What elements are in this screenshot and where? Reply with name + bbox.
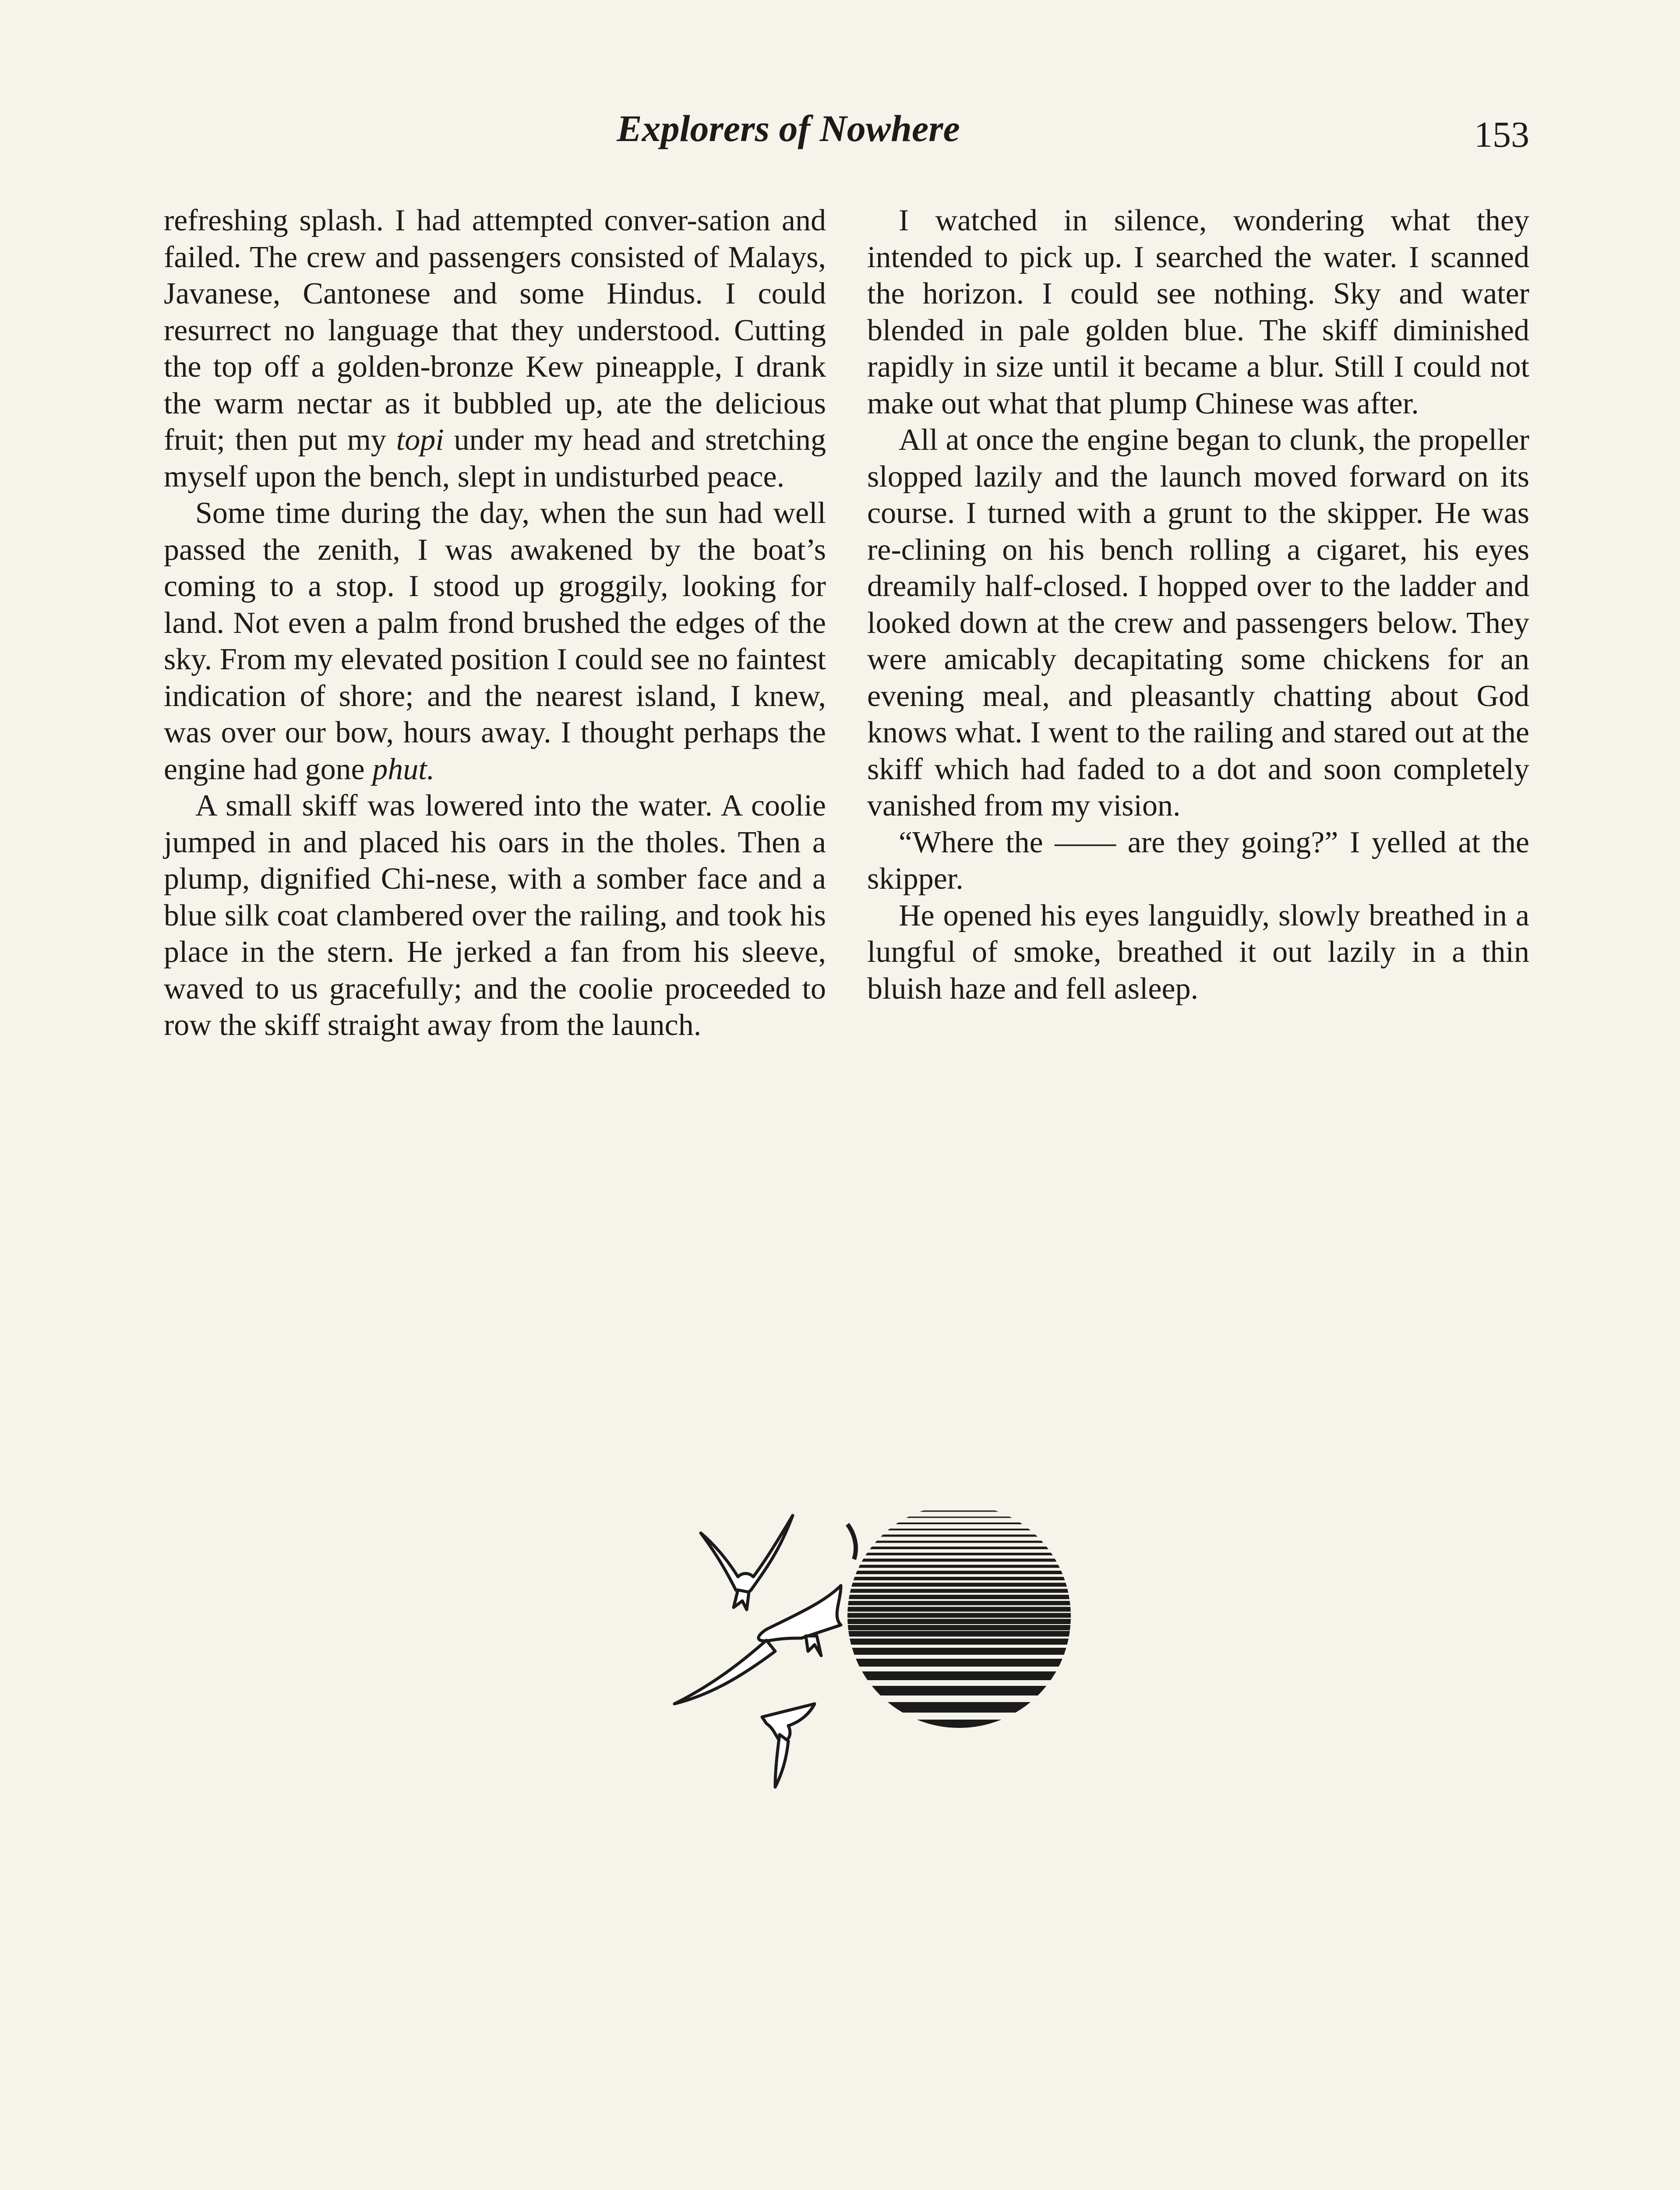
paragraph <box>164 495 826 788</box>
seagull-icon <box>674 1586 841 1704</box>
paragraph: I watched in silence, wondering what they intended to pick up. I searched the water. I scanned the horizon. I could see nothing. Sky and water blended in pale golden blue. The skiff diminished rapidly in size until it became a blur. Still I could not make out what that plump Chinese was after. <box>867 204 1529 420</box>
setting-sun-icon <box>823 1511 1077 1724</box>
paragraph: A small skiff was lowered into the water. A coolie jumped in and placed his oars in the tholes. Then a plump, dignified Chi-nese, with a somber face and a blue silk coat clambered over the railing, and took his place in the stern. He jerked a fan from his sleeve, waved to us gracefully; and the coolie proceeded to row the skiff straight away from the launch. <box>164 789 826 1042</box>
paragraph-text: Some time during the day, when the sun had well passed the zenith, I was awakened by the boat’s coming to a stop. I stood up groggily, looking for land. Not even a palm frond brushed the edges of the sky. From my elevated position I could see no faintest indication of shore; and the nearest island, I knew, was over our bow, hours away. I thought perhaps the engine had gone <box>164 496 826 786</box>
seagull-icon <box>701 1515 793 1610</box>
page-number: 153 <box>1474 114 1529 155</box>
paragraph-text: under my head and stretching myself upon the bench, slept in undisturbed peace. <box>164 423 826 494</box>
right-column <box>867 202 1529 1007</box>
italic-word: topi <box>396 423 444 457</box>
italic-word: phut. <box>372 752 435 786</box>
seagull-icon <box>762 1704 815 1787</box>
paragraph: “Where the —— are they going?” I yelled at the skipper. <box>867 825 1529 896</box>
paragraph-text: refreshing splash. I had attempted conver-sation and failed. The crew and passengers consisted of Malays, Javanese, Cantonese and some Hindus. I could resurrect no language that they understood. Cutting the top off a golden-bronze Kew pineapple, I drank the warm nectar as it bubbled up, ate the delicious fruit; then put my <box>164 204 826 457</box>
seagulls-and-setting-sun-icon <box>648 1507 1077 1822</box>
left-column <box>164 202 826 1044</box>
paragraph: All at once the engine began to clunk, the propeller slopped lazily and the launch moved forward on its course. I turned with a grunt to the skipper. He was re-clining on his bench rolling a cigaret, his eyes dreamily half-closed. I hopped over to the ladder and looked down at the crew and passengers below. They were amicably decapitating some chickens for an evening meal, and pleasantly chatting about God knows what. I went to the railing and stared out at the skiff which had faded to a dot and soon completely vanished from my vision. <box>867 423 1529 823</box>
paragraph <box>164 202 826 495</box>
running-head: Explorers of Nowhere <box>617 107 960 149</box>
paragraph: He opened his eyes languidly, slowly breathed in a lungful of smoke, breathed it out lazily in a thin bluish haze and fell asleep. <box>867 898 1529 1006</box>
